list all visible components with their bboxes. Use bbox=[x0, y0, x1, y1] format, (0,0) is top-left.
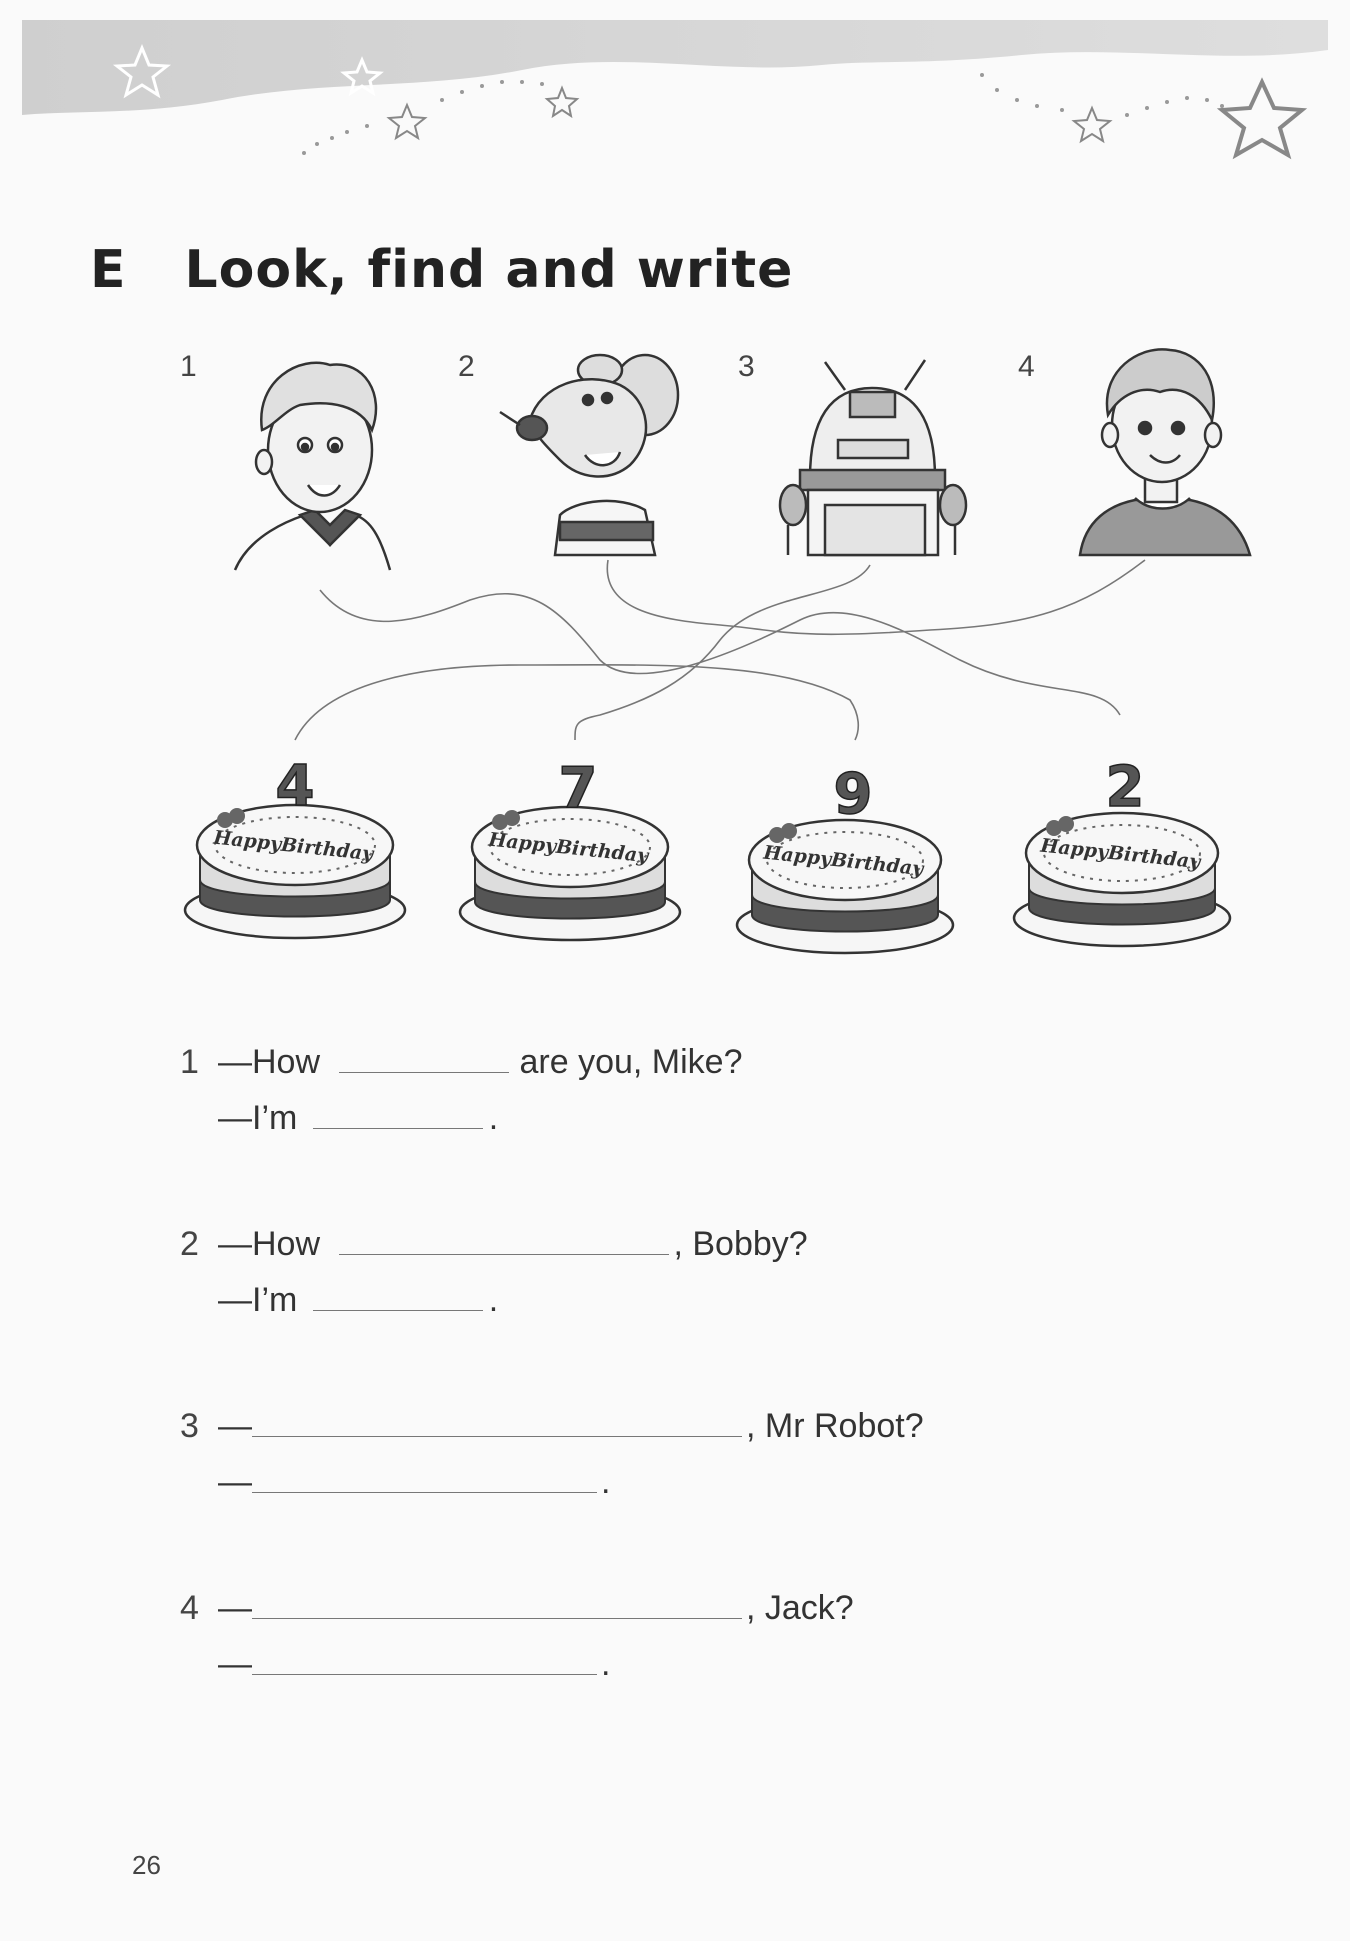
answer-start: —I’m bbox=[218, 1281, 298, 1319]
answer-start: —I’m bbox=[218, 1099, 298, 1137]
answer-end: . bbox=[601, 1463, 611, 1501]
answer-start: — bbox=[218, 1645, 252, 1683]
question-end: , Mr Robot? bbox=[746, 1407, 924, 1445]
exercise-number: 4 bbox=[180, 1589, 199, 1627]
page-number: 26 bbox=[132, 1850, 161, 1880]
answer-line bbox=[218, 1094, 498, 1138]
character-number: 4 bbox=[1018, 350, 1035, 383]
answer-blank[interactable] bbox=[252, 1640, 597, 1675]
question-line bbox=[180, 1402, 924, 1446]
question-end: are you, Mike? bbox=[519, 1043, 743, 1081]
character-robot-illustration bbox=[780, 360, 966, 555]
cake-icing-text: HappyBirthday bbox=[1039, 834, 1202, 874]
exercise-number: 2 bbox=[180, 1225, 199, 1263]
answer-blank[interactable] bbox=[252, 1584, 742, 1619]
question-end: , Bobby? bbox=[673, 1225, 808, 1263]
question-start: — bbox=[218, 1407, 252, 1445]
answer-end: . bbox=[488, 1281, 499, 1319]
answer-line bbox=[218, 1276, 498, 1320]
cake-icing-text: HappyBirthday bbox=[487, 828, 650, 868]
answer-blank[interactable] bbox=[313, 1276, 483, 1311]
answer-line bbox=[218, 1640, 610, 1684]
birthday-cake bbox=[737, 762, 953, 953]
exercise-number: 1 bbox=[180, 1043, 199, 1081]
character-jack-illustration bbox=[1080, 349, 1250, 555]
answer-line bbox=[218, 1458, 610, 1502]
cake-candle-number: 9 bbox=[833, 762, 873, 827]
birthday-cake bbox=[460, 756, 680, 940]
cake-candle-number: 7 bbox=[558, 756, 598, 821]
answer-blank[interactable] bbox=[313, 1094, 483, 1129]
answer-blank[interactable] bbox=[252, 1402, 742, 1437]
cake-icing-text: HappyBirthday bbox=[762, 841, 925, 881]
exercise-number: 3 bbox=[180, 1407, 199, 1445]
character-number: 1 bbox=[180, 350, 197, 383]
question-line bbox=[180, 1584, 854, 1628]
section-title-text: Look, find and write bbox=[184, 240, 794, 300]
question-end: , Jack? bbox=[746, 1589, 854, 1627]
character-number: 2 bbox=[458, 350, 475, 383]
question-line bbox=[180, 1220, 808, 1264]
question-start: — bbox=[218, 1589, 252, 1627]
character-mike-illustration bbox=[235, 363, 390, 570]
question-line bbox=[180, 1038, 742, 1082]
character-bobby-illustration bbox=[500, 355, 678, 555]
answer-end: . bbox=[488, 1099, 499, 1137]
answer-end: . bbox=[601, 1645, 611, 1683]
cake-icing-text: HappyBirthday bbox=[212, 826, 375, 866]
cake-candle-number: 2 bbox=[1105, 755, 1145, 820]
answer-blank[interactable] bbox=[339, 1038, 509, 1073]
question-start: —How bbox=[218, 1043, 321, 1081]
section-letter: E bbox=[90, 240, 127, 300]
question-start: —How bbox=[218, 1225, 321, 1263]
answer-blank[interactable] bbox=[339, 1220, 669, 1255]
character-number: 3 bbox=[738, 350, 755, 383]
birthday-cake bbox=[1014, 755, 1230, 946]
answer-blank[interactable] bbox=[252, 1458, 597, 1493]
birthday-cake bbox=[185, 754, 405, 938]
cake-candle-number: 4 bbox=[275, 754, 315, 819]
answer-start: — bbox=[218, 1463, 252, 1501]
matching-lines bbox=[295, 560, 1145, 740]
